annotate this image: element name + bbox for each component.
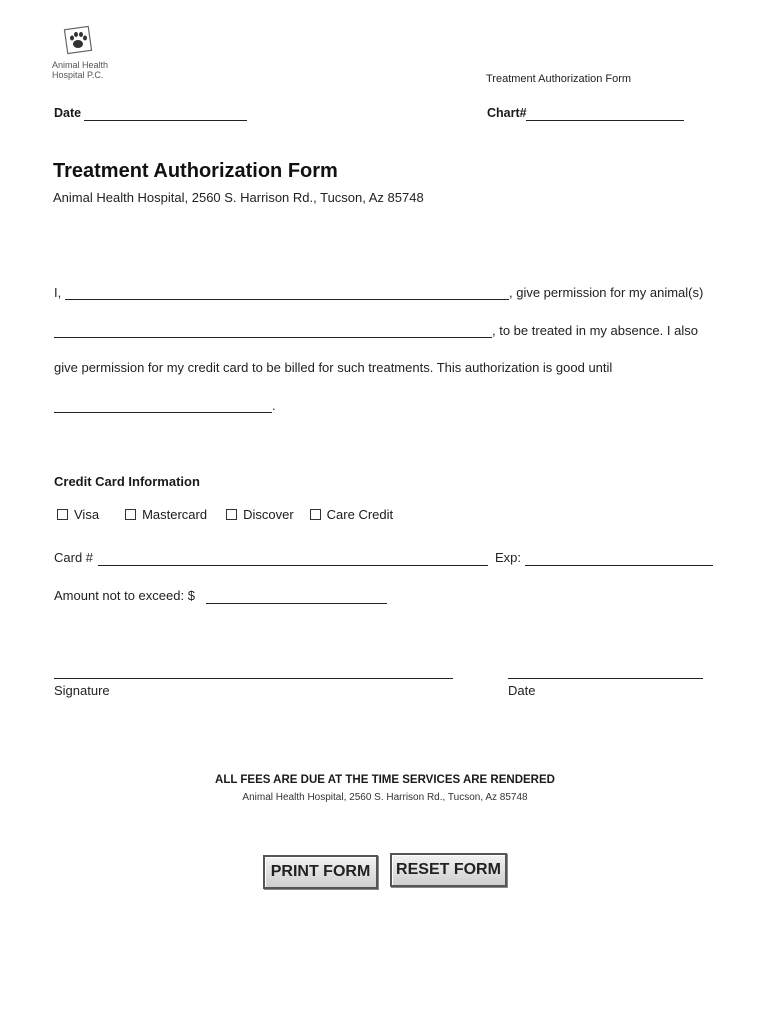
visa-checkbox[interactable] xyxy=(57,509,68,520)
amount-label: Amount not to exceed: $ xyxy=(54,588,195,603)
option-discover[interactable] xyxy=(226,507,294,522)
chart-number-field[interactable] xyxy=(526,120,684,121)
option-care-credit[interactable] xyxy=(310,507,393,522)
logo-line-2: Hospital P.C. xyxy=(52,70,104,80)
paw-logo-icon xyxy=(63,25,93,55)
exp-label: Exp: xyxy=(495,550,522,565)
signature-field[interactable] xyxy=(54,678,453,679)
card-type-options xyxy=(57,507,407,522)
discover-checkbox[interactable] xyxy=(226,509,237,520)
care-credit-label: Care Credit xyxy=(326,507,394,522)
care-credit-checkbox[interactable] xyxy=(310,509,321,520)
signature-date-label: Date xyxy=(508,683,536,698)
print-form-button[interactable]: PRINT FORM xyxy=(263,855,378,889)
card-number-label: Card # xyxy=(54,550,94,565)
hospital-address: Animal Health Hospital, 2560 S. Harrison Rd., Tucson, Az 85748 xyxy=(53,190,424,205)
visa-label: Visa xyxy=(74,507,100,522)
logo-line-1: Animal Health xyxy=(52,60,109,70)
absence-text: , to be treated in my absence. I also xyxy=(492,323,698,338)
credit-card-heading: Credit Card Information xyxy=(54,474,200,489)
mastercard-label: Mastercard xyxy=(142,507,208,522)
signature-label: Signature xyxy=(54,683,110,698)
amount-field[interactable] xyxy=(206,603,387,604)
logo-text xyxy=(52,60,108,80)
option-visa[interactable] xyxy=(57,507,99,522)
reset-form-button[interactable]: RESET FORM xyxy=(390,853,507,887)
animal-names-field[interactable] xyxy=(54,337,492,338)
date-label: Date xyxy=(54,106,82,120)
owner-name-field[interactable] xyxy=(65,299,509,300)
footer-address: Animal Health Hospital, 2560 S. Harrison Rd., Tucson, Az 85748 xyxy=(242,792,528,803)
owner-prefix: I, xyxy=(54,285,62,300)
valid-until-field[interactable] xyxy=(54,412,272,413)
option-mastercard[interactable] xyxy=(125,507,207,522)
header-form-title: Treatment Authorization Form xyxy=(486,73,632,85)
card-number-field[interactable] xyxy=(98,565,488,566)
chart-label: Chart# xyxy=(487,106,527,120)
credit-permission-text: give permission for my credit card to be billed for such treatments. This authorization is good until xyxy=(54,360,613,375)
page-title: Treatment Authorization Form xyxy=(53,160,338,182)
signature-date-field[interactable] xyxy=(508,678,703,679)
exp-field[interactable] xyxy=(525,565,713,566)
permission-text: , give permission for my animal(s) xyxy=(509,285,704,300)
period-text: . xyxy=(272,398,276,413)
discover-label: Discover xyxy=(243,507,294,522)
fees-notice: ALL FEES ARE DUE AT THE TIME SERVICES ARE RENDERED xyxy=(215,774,555,786)
mastercard-checkbox[interactable] xyxy=(125,509,136,520)
date-field[interactable] xyxy=(84,120,247,121)
